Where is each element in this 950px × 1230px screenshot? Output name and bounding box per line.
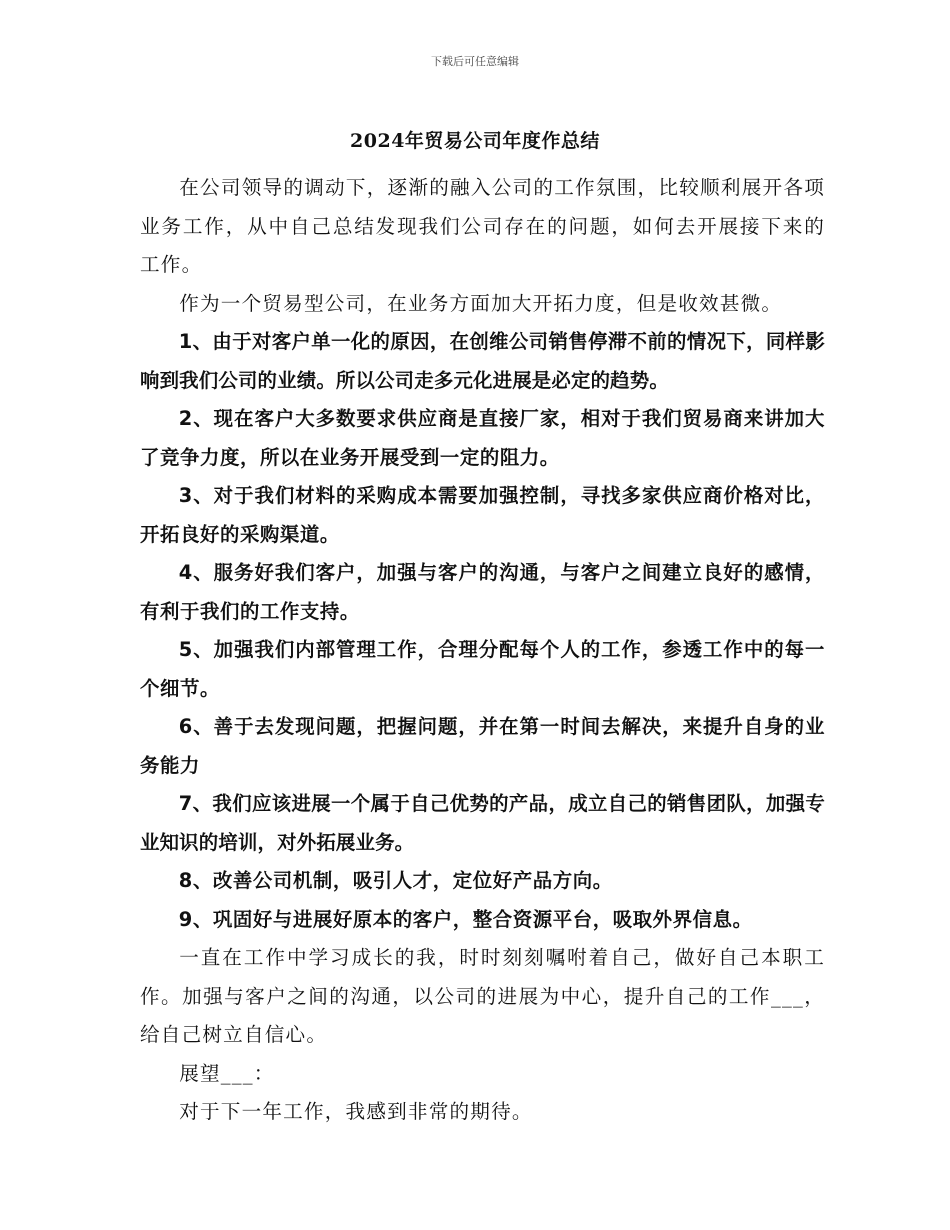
paragraph-outlook: 对于下一年工作，我感到非常的期待。 [179, 1100, 533, 1123]
paragraph-item-5: 5、加强我们内部管理工作，合理分配每个人的工作，参透工作中的每一个细节。 [140, 638, 825, 700]
document-title: 2024年贸易公司年度作总结 [350, 130, 600, 152]
paragraph-item-9: 9、巩固好与进展好原本的客户，整合资源平台，吸取外界信息。 [178, 907, 753, 931]
paragraph-item-6: 6、善于去发现问题，把握问题，并在第一时间去解决，来提升自身的业务能力 [140, 715, 825, 777]
paragraph-intro: 在公司领导的调动下，逐渐的融入公司的工作氛围，比较顺利展开各项业务工作，从中自己总结发现我们公司存在的问题，如何去开展接下来的工作。 [140, 176, 825, 276]
header-note: 下载后可任意编辑 [431, 55, 519, 68]
paragraph-item-7: 7、我们应该进展一个属于自己优势的产品，成立自己的销售团队，加强专业知识的培训，对外拓展业务。 [140, 792, 825, 854]
paragraph-trade-company: 作为一个贸易型公司，在业务方面加大开拓力度，但是收效甚微。 [179, 291, 783, 315]
paragraph-item-3: 3、对于我们材料的采购成本需要加强控制，寻找多家供应商价格对比，开拓良好的采购渠道。 [140, 484, 825, 546]
paragraph-item-4: 4、服务好我们客户，加强与客户的沟通，与客户之间建立良好的感情，有利于我们的工作支持。 [140, 561, 825, 623]
paragraph-item-2: 2、现在客户大多数要求供应商是直接厂家，相对于我们贸易商来讲加大了竞争力度，所以在业务开展受到一定的阻力。 [140, 407, 825, 469]
paragraph-item-1: 1、由于对客户单一化的原因，在创维公司销售停滞不前的情况下，同样影响到我们公司的业绩。所以公司走多元化进展是必定的趋势。 [140, 330, 825, 392]
paragraph-item-8: 8、改善公司机制，吸引人才，定位好产品方向。 [178, 869, 613, 892]
paragraph-self-reflection: 一直在工作中学习成长的我，时时刻刻嘱咐着自己，做好自己本职工作。加强与客户之间的沟通，以公司的进展为中心，提升自己的工作___，给自己树立自信心。 [140, 946, 825, 1046]
document-body [140, 169, 825, 1132]
paragraph-outlook-heading: 展望___： [179, 1061, 275, 1085]
